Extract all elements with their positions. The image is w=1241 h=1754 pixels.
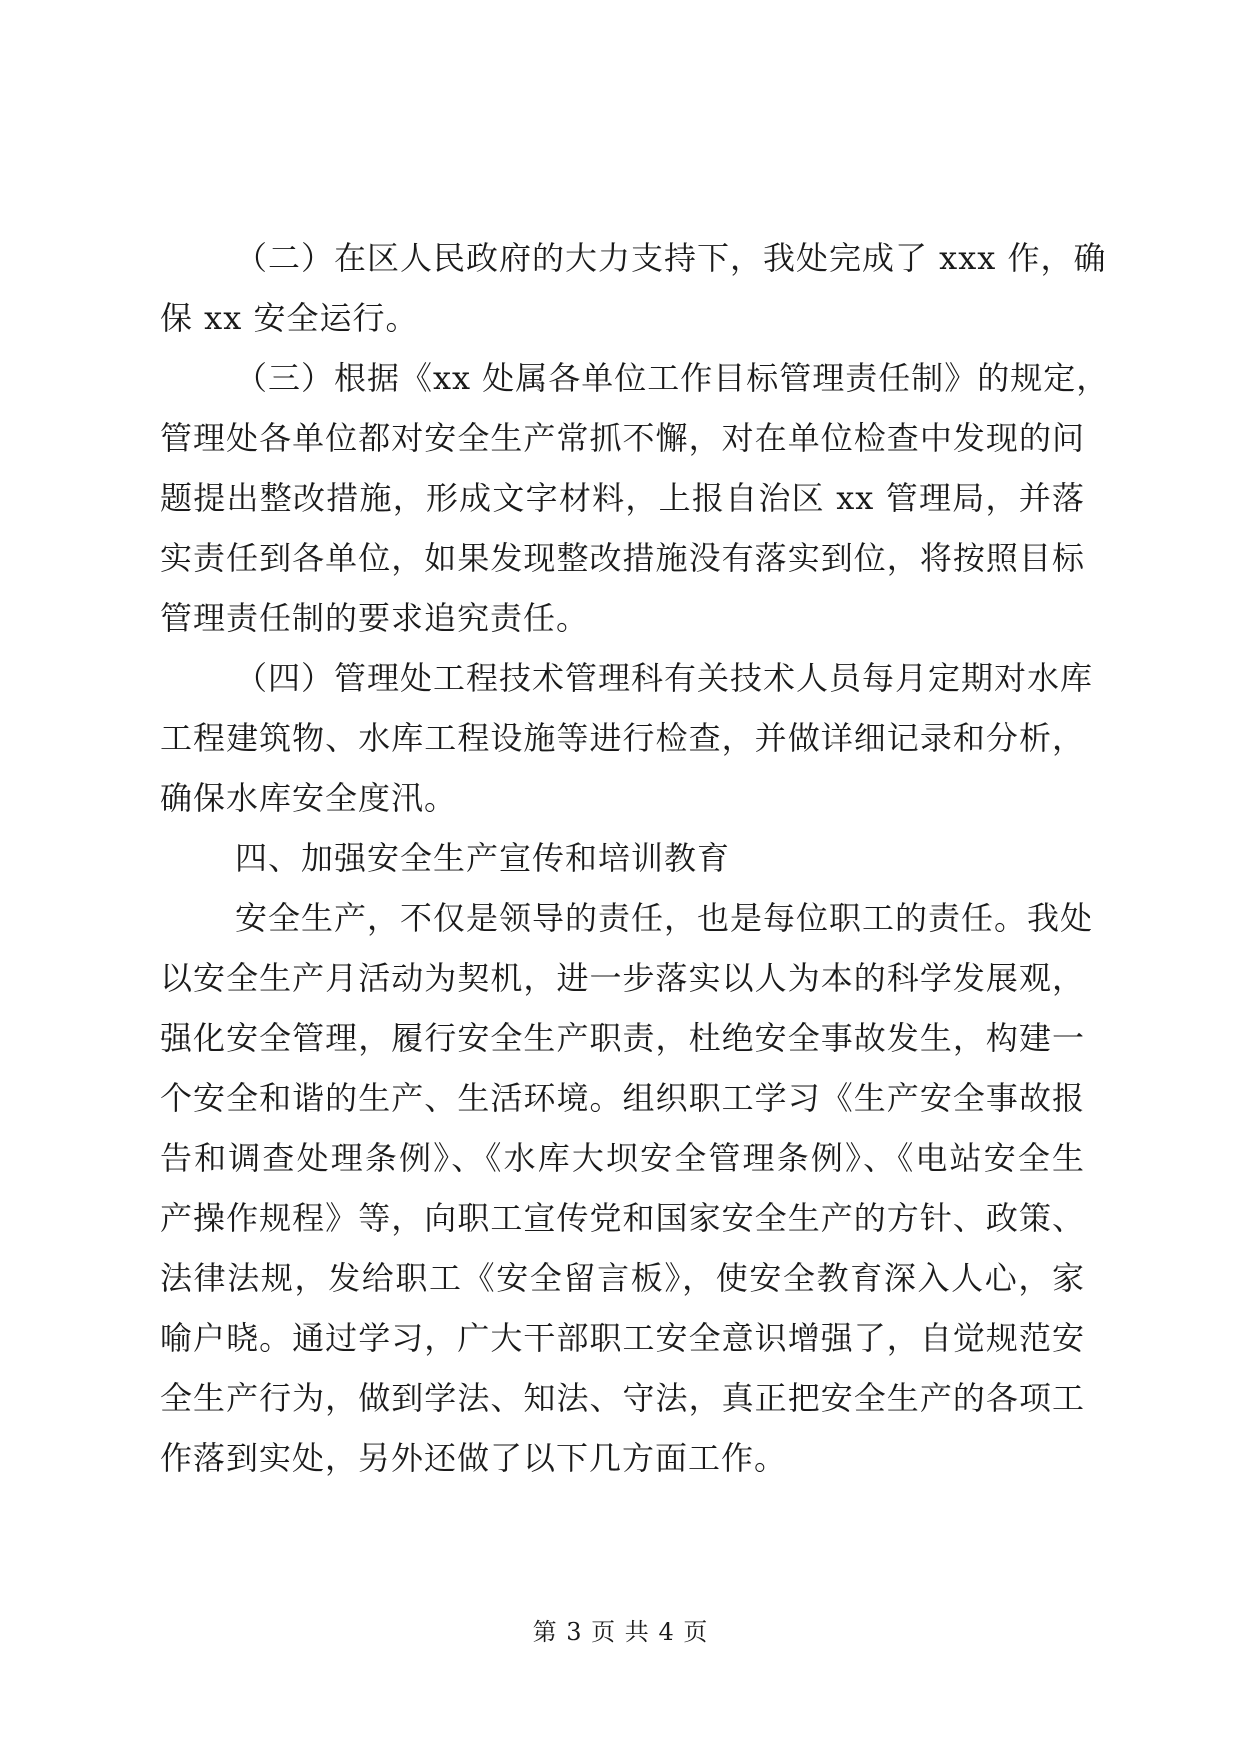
paragraph-5-line-6: 产操作规程》等，向职工宣传党和国家安全生产的方针、政策、 — [160, 1199, 1085, 1237]
paragraph-3-line-3: 题提出整改措施，形成文字材料，上报自治区 xx 管理局，并落 — [160, 479, 1085, 517]
paragraph-5-line-10: 作落到实处，另外还做了以下几方面工作。 — [160, 1439, 788, 1477]
paragraph-4-line-2: 工程建筑物、水库工程设施等进行检查，并做详细记录和分析， — [160, 719, 1085, 757]
paragraph-3-line-4: 实责任到各单位，如果发现整改措施没有落实到位，将按照目标 — [160, 539, 1085, 577]
paragraph-5-line-5: 告和调查处理条例》、《水库大坝安全管理条例》、《电站安全生 — [160, 1139, 1085, 1177]
paragraph-5-line-8: 喻户晓。通过学习，广大干部职工安全意识增强了，自觉规范安 — [160, 1319, 1085, 1357]
paragraph-3-line-2: 管理处各单位都对安全生产常抓不懈，对在单位检查中发现的问 — [160, 419, 1085, 457]
paragraph-2-line-1: （二）在区人民政府的大力支持下，我处完成了 xxx 作，确 — [235, 239, 1107, 277]
document-body — [160, 228, 1110, 1488]
paragraph-3-line-5: 管理责任制的要求追究责任。 — [160, 599, 590, 637]
paragraph-4-line-1: （四）管理处工程技术管理科有关技术人员每月定期对水库 — [235, 659, 1094, 697]
page-number-footer: 第 3 页 共 4 页 — [532, 1618, 709, 1646]
section-heading-4: 四、加强安全生产宣传和培训教育 — [235, 839, 731, 877]
paragraph-5-line-3: 强化安全管理，履行安全生产职责，杜绝安全事故发生，构建一 — [160, 1019, 1085, 1057]
paragraph-5-line-4: 个安全和谐的生产、生活环境。组织职工学习《生产安全事故报 — [160, 1079, 1085, 1117]
paragraph-5-line-9: 全生产行为，做到学法、知法、守法，真正把安全生产的各项工 — [160, 1379, 1085, 1417]
paragraph-3-line-1: （三）根据《xx 处属各单位工作目标管理责任制》的规定， — [235, 359, 1110, 397]
paragraph-5-line-1: 安全生产，不仅是领导的责任，也是每位职工的责任。我处 — [235, 899, 1094, 937]
paragraph-5-line-2: 以安全生产月活动为契机，进一步落实以人为本的科学发展观， — [160, 959, 1085, 997]
paragraph-5-line-7: 法律法规，发给职工《安全留言板》，使安全教育深入人心，家 — [160, 1259, 1085, 1297]
paragraph-4-line-3: 确保水库安全度汛。 — [160, 779, 458, 817]
paragraph-2-line-2: 保 xx 安全运行。 — [160, 299, 419, 337]
